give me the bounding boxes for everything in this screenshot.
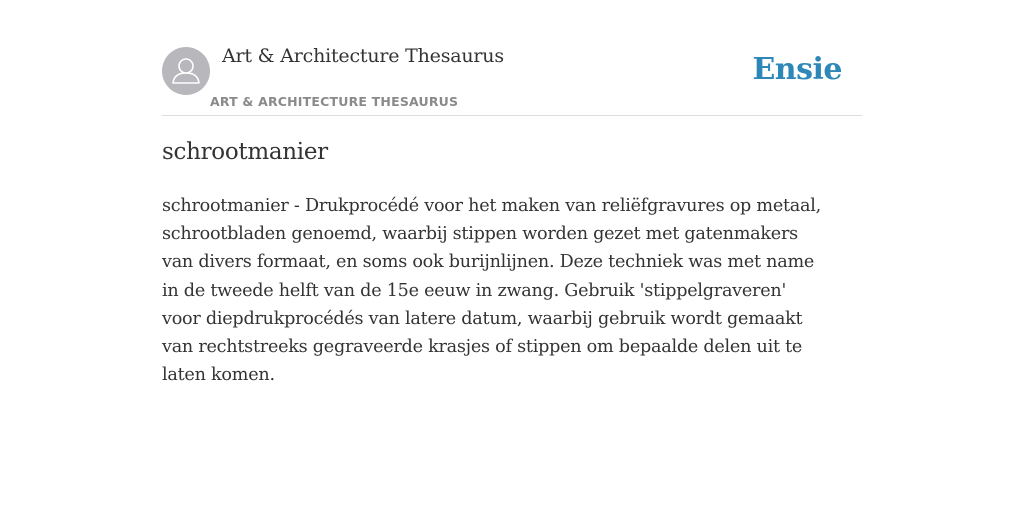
page-title: schrootmanier [162, 139, 328, 165]
page [162, 0, 862, 512]
header [162, 0, 862, 116]
user-icon [162, 47, 210, 95]
source-title[interactable]: Art & Architecture Thesaurus [222, 45, 504, 67]
avatar[interactable] [162, 47, 210, 95]
brand-logo-link[interactable]: Ensie [752, 52, 842, 87]
source-subtitle[interactable]: ART & ARCHITECTURE THESAURUS [210, 94, 459, 109]
definition-text: schrootmanier - Drukprocédé voor het maken van reliëfgravures op metaal, schrootbladen genoemd, waarbij stippen worden gezet met gatenmakers van divers formaat, en soms ook burijnlijnen. Deze techniek was met name in de tweede helft van de 15e eeuw in zwang. Gebruik 'stippelgraveren' voor diepdrukprocédés van latere datum, waarbij gebruik wordt gemaakt van rechtstreeks gegraveerde krasjes of stippen om bepaalde delen uit te laten komen. [162, 196, 822, 386]
